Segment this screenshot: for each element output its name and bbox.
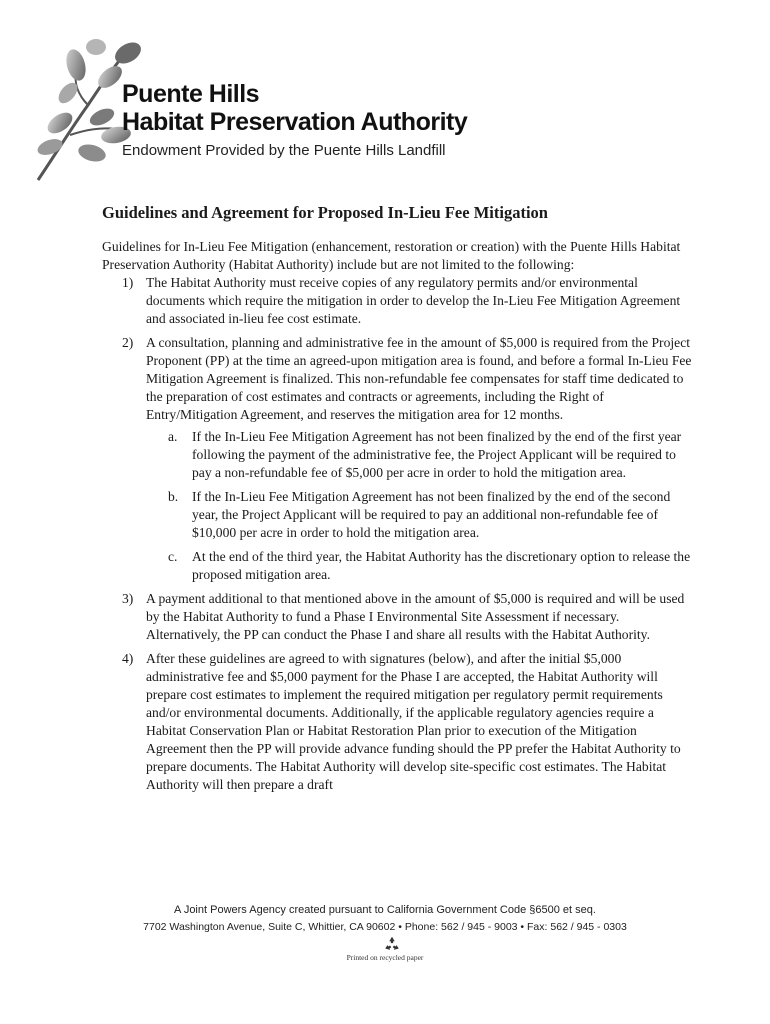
list-item [102, 334, 692, 584]
document-body [102, 238, 692, 794]
sub-list-item [146, 488, 692, 542]
guidelines-list [102, 274, 692, 794]
list-item [102, 650, 692, 794]
list-item [102, 590, 692, 644]
list-item-text: After these guidelines are agreed to with signatures (below), and after the initial $5,000 administrative fee and $5,000 payment for the Phase I are accepted, the Habitat Authority will prepare cost estimates to implement the required mitigation per regulatory permit requirements and/or environmental documents. Additionally, if the applicable regulatory agencies require a Habitat Conservation Plan or Habitat Restoration Plan prior to execution of the Mitigation Agreement then the PP will provide advance funding should the PP prefer the Habitat Authority to prepare documents. The Habitat Authority will develop site-specific cost estimates. The Habitat Authority will then prepare a draft [146, 651, 681, 792]
sub-list-item [146, 428, 692, 482]
footer-address-line: 7702 Washington Avenue, Suite C, Whittier, CA 90602 • Phone: 562 / 945 - 9003 • Fax: 562 / 945 - 0303 [143, 921, 627, 933]
sub-list [146, 428, 692, 584]
list-item-text: A consultation, planning and administrative fee in the amount of $5,000 is required from the Project Proponent (PP) at the time an agreed-upon mitigation area is found, and before a formal In-Lieu Fee Mitigation Agreement is finalized. This non-refundable fee compensates for staff time dedicated to the preparation of cost estimates and contracts or agreements, including the Right of Entry/Mitigation Agreement, and reserves the mitigation area for 12 months. [146, 335, 692, 422]
list-item [102, 274, 692, 328]
list-item-number: 4) [122, 651, 134, 666]
sub-list-item-letter: a. [168, 429, 178, 444]
sub-list-item-text: If the In-Lieu Fee Mitigation Agreement has not been finalized by the end of the first year following the payment of the administrative fee, the Project Applicant will be required to pay a non-refundable fee of $5,000 per acre in order to hold the mitigation area. [192, 429, 682, 480]
printed-note: Printed on recycled paper [346, 953, 424, 962]
list-item-number: 2) [122, 335, 134, 350]
sub-list-item-text: At the end of the third year, the Habitat Authority has the discretionary option to release the proposed mitigation area. [192, 549, 691, 582]
intro-paragraph: Guidelines for In-Lieu Fee Mitigation (enhancement, restoration or creation) with the Puente Hills Habitat Preservation Authority (Habitat Authority) include but are not limited to the following: [102, 239, 681, 272]
list-item-text: The Habitat Authority must receive copies of any regulatory permits and/or environmental documents which require the mitigation in order to develop the In-Lieu Fee Mitigation Agreement and associated in-lieu fee cost estimate. [146, 275, 681, 326]
sub-list-item-letter: c. [168, 549, 178, 564]
list-item-number: 1) [122, 275, 134, 290]
document-title: Guidelines and Agreement for Proposed In-Lieu Fee Mitigation [102, 203, 548, 222]
list-item-text: A payment additional to that mentioned above in the amount of $5,000 is required and will be used by the Habitat Authority to fund a Phase I Environmental Site Assessment if necessary. Alternatively, the PP can conduct the Phase I and share all results with the Habitat Authority. [146, 591, 685, 642]
sub-list-item-text: If the In-Lieu Fee Mitigation Agreement has not been finalized by the end of the second year, the Project Applicant will be required to pay an additional non-refundable fee of $10,000 per acre in order to hold the mitigation area. [192, 489, 671, 540]
org-name-line1: Puente Hills [122, 80, 260, 108]
org-tagline: Endowment Provided by the Puente Hills Landfill [122, 142, 446, 159]
footer-agency-line: A Joint Powers Agency created pursuant to California Government Code §6500 et seq. [174, 904, 596, 916]
sub-list-item [146, 548, 692, 584]
sub-list-item-letter: b. [168, 489, 179, 504]
recycle-icon [383, 935, 401, 953]
org-name-line2: Habitat Preservation Authority [122, 108, 468, 136]
list-item-number: 3) [122, 591, 134, 606]
